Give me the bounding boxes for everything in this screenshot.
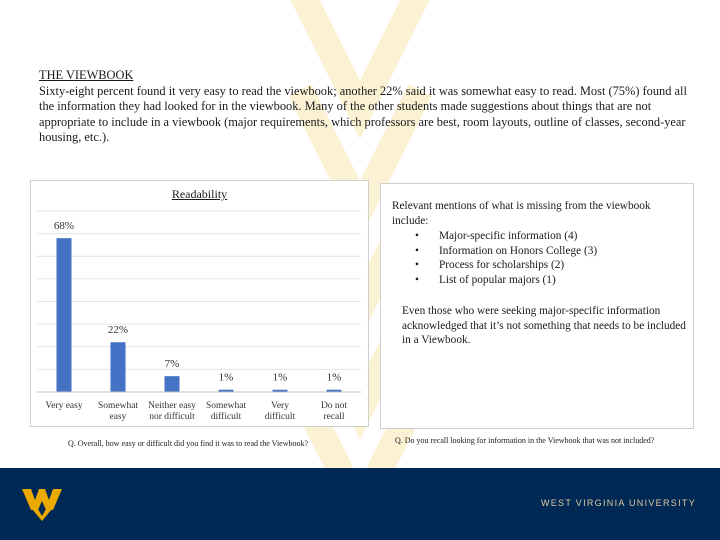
list-item: • Major-specific information (4) bbox=[413, 229, 597, 244]
x-tick-label: difficult bbox=[264, 412, 296, 422]
intro-section bbox=[39, 68, 689, 146]
intro-body: Sixty-eight percent found it very easy to read the viewbook; another 22% said it was somewhat easy to read. Most (75%) found all the information they had looked for in the viewbook. Many of the other students made suggestions about things that are not appropriate to include in a viewbook (major requirements, which professors are best, room layouts, outline of classes, second-year housing, etc.). bbox=[39, 83, 687, 145]
data-label: 1% bbox=[272, 371, 288, 384]
missing-question: Q. Do you recall looking for information in the Viewbook that was not included? bbox=[395, 436, 655, 445]
chart-question: Q. Overall, how easy or difficult did you find it was to read the Viewbook? bbox=[68, 439, 309, 448]
wv-logo-icon bbox=[22, 489, 62, 521]
missing-info-box bbox=[380, 183, 694, 429]
data-label: 1% bbox=[326, 371, 342, 384]
chart-title: Readability bbox=[171, 187, 228, 201]
chart-plot bbox=[31, 181, 368, 426]
intro-heading: THE VIEWBOOK bbox=[39, 68, 134, 82]
university-name: WEST VIRGINIA UNIVERSITY bbox=[540, 498, 696, 508]
x-tick-label: Somewhat bbox=[97, 401, 139, 411]
chart-bar bbox=[111, 342, 126, 392]
data-label: 22% bbox=[107, 324, 129, 337]
data-label: 1% bbox=[218, 371, 234, 384]
missing-intro: Relevant mentions of what is missing from the viewbook include: bbox=[392, 200, 651, 227]
x-tick-label: Do not bbox=[320, 401, 348, 411]
data-label: 7% bbox=[164, 358, 180, 371]
footer-bar bbox=[0, 468, 720, 540]
x-tick-label: Very bbox=[271, 401, 289, 411]
x-tick-label: easy bbox=[109, 412, 127, 422]
missing-note: Even those who were seeking major-specific information acknowledged that it’s not something that needs to be included in a Viewbook. bbox=[402, 305, 686, 347]
x-tick-label: nor difficult bbox=[149, 412, 195, 422]
x-tick-label: Neither easy bbox=[148, 401, 196, 411]
x-tick-label: recall bbox=[323, 412, 345, 422]
x-tick-label: difficult bbox=[210, 412, 242, 422]
chart-bar bbox=[165, 376, 180, 392]
readability-chart bbox=[30, 180, 369, 427]
list-item: • Process for scholarships (2) bbox=[413, 258, 597, 273]
list-item: • List of popular majors (1) bbox=[413, 273, 597, 288]
x-tick-label: Somewhat bbox=[205, 401, 247, 411]
missing-list bbox=[413, 229, 597, 288]
chart-bar bbox=[57, 238, 72, 392]
x-tick-label: Very easy bbox=[45, 401, 83, 411]
list-item: • Information on Honors College (3) bbox=[413, 244, 597, 259]
data-label: 68% bbox=[53, 220, 75, 233]
